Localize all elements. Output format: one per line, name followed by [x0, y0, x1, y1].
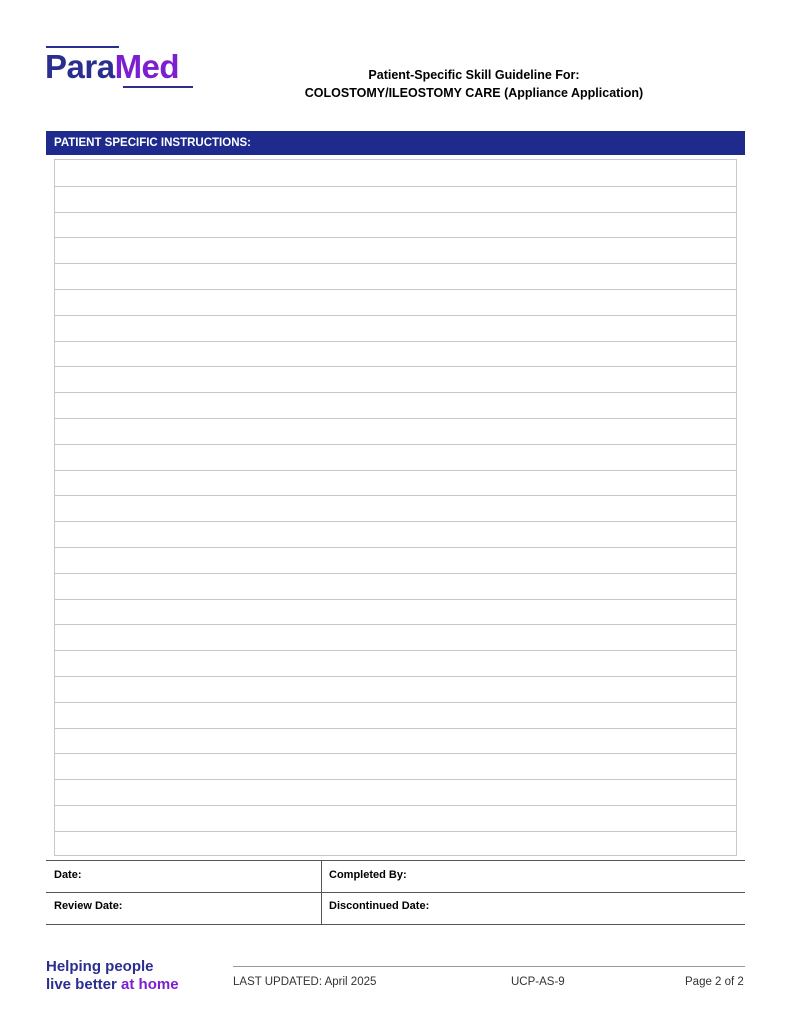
title-line-2: COLOSTOMY/ILEOSTOMY CARE (Appliance Application): [304, 86, 644, 100]
date-label: Date:: [54, 869, 82, 881]
ruled-line: [55, 573, 736, 574]
ruled-line: [55, 728, 736, 729]
ruled-line: [55, 392, 736, 393]
ruled-line: [55, 599, 736, 600]
ruled-line: [55, 547, 736, 548]
last-updated: LAST UPDATED: April 2025: [233, 976, 377, 988]
tagline-prefix: live better: [46, 976, 122, 993]
ruled-line: [55, 470, 736, 471]
ruled-line: [55, 702, 736, 703]
ruled-line: [55, 315, 736, 316]
page-number: Page 2 of 2: [685, 976, 744, 988]
completed-by-label: Completed By:: [329, 869, 407, 881]
ruled-line: [55, 676, 736, 677]
logo-wordmark: [45, 48, 179, 86]
signoff-table: [46, 860, 745, 925]
ruled-line: [55, 650, 736, 651]
logo-med: Med: [114, 48, 180, 85]
ruled-line: [55, 289, 736, 290]
ruled-line: [55, 444, 736, 445]
document-code: UCP-AS-9: [511, 976, 565, 988]
tagline-accent: at home: [121, 976, 179, 993]
ruled-line: [55, 237, 736, 238]
ruled-line: [55, 366, 736, 367]
review-date-label: Review Date:: [54, 900, 123, 912]
ruled-line: [55, 779, 736, 780]
logo-para: Para: [45, 48, 115, 85]
ruled-line: [55, 624, 736, 625]
tagline-line-1: Helping people: [46, 958, 154, 975]
ruled-line: [55, 495, 736, 496]
paramed-logo: [45, 44, 195, 92]
signoff-row-divider: [46, 892, 745, 893]
title-line-1: Patient-Specific Skill Guideline For:: [368, 68, 580, 82]
document-title: [300, 66, 648, 102]
ruled-line: [55, 341, 736, 342]
instructions-header: PATIENT SPECIFIC INSTRUCTIONS:: [46, 131, 745, 155]
ruled-line: [55, 521, 736, 522]
ruled-line: [55, 753, 736, 754]
tagline-line-2: [46, 976, 179, 994]
instructions-writing-area[interactable]: [54, 159, 737, 856]
ruled-line: [55, 263, 736, 264]
footer-rule: [233, 966, 745, 967]
ruled-line: [55, 212, 736, 213]
signoff-column-divider: [321, 861, 322, 924]
ruled-line: [55, 418, 736, 419]
tagline: [46, 958, 179, 994]
discontinued-date-label: Discontinued Date:: [329, 900, 430, 912]
ruled-line: [55, 805, 736, 806]
ruled-line: [55, 186, 736, 187]
ruled-line: [55, 831, 736, 832]
logo-bottom-bar: [123, 86, 193, 88]
